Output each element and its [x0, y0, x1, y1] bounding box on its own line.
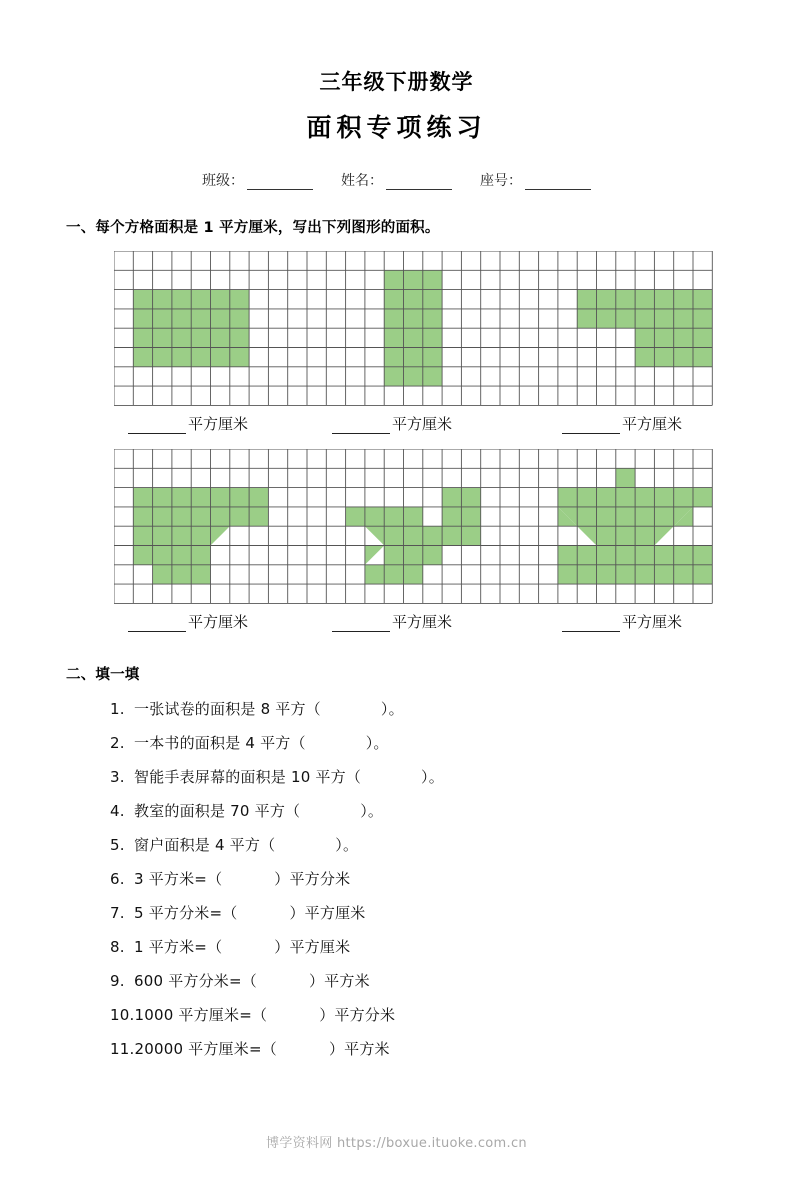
shape-cell [404, 328, 423, 347]
shape-cell [346, 507, 365, 526]
shape-cell [616, 309, 635, 328]
class-blank[interactable] [247, 175, 313, 190]
shape-cell [577, 546, 596, 565]
fill-in-blank-item [110, 834, 793, 855]
shape-cell [423, 367, 442, 386]
unit-label-3: 平方厘米 [622, 415, 683, 433]
shape-cell [133, 309, 152, 328]
grade-subject-line: 三年级下册数学 [319, 70, 474, 94]
answer-blank-6[interactable] [562, 611, 682, 632]
answer-line-3[interactable] [562, 420, 620, 434]
shape-cell [693, 546, 712, 565]
unit-label-1: 平方厘米 [188, 415, 249, 433]
shape-cell [133, 526, 152, 545]
item-text-before-blank: 20000 平方厘米=（ [134, 1040, 277, 1058]
shape-cell [635, 348, 654, 367]
shape-cell [654, 290, 673, 309]
item-text-after-blank: ）。 [360, 802, 384, 820]
answer-blank-2[interactable] [332, 413, 452, 434]
shape-cell [153, 507, 172, 526]
shape-cell [191, 309, 210, 328]
item-text-before-blank: 5 平方分米=（ [134, 904, 238, 922]
item-text-before-blank: 一张试卷的面积是 8 平方（ [134, 700, 321, 718]
shape-cell [616, 546, 635, 565]
item-number: 1. [110, 700, 125, 718]
shape-cell [211, 328, 230, 347]
name-field[interactable] [341, 170, 452, 190]
shape-cell [230, 488, 249, 507]
shape-cell [384, 546, 403, 565]
shape-cell [558, 488, 577, 507]
shape-cell [577, 309, 596, 328]
item-text-after-blank: ）平方分米 [319, 1006, 396, 1024]
shape-cell [384, 367, 403, 386]
shape-cell [172, 488, 191, 507]
item-text-before-blank: 1000 平方厘米=（ [134, 1006, 268, 1024]
shape-cell [211, 348, 230, 367]
answer-row-2 [114, 611, 712, 637]
shape-cell [384, 348, 403, 367]
shape-cell [635, 507, 654, 526]
shape-cell [693, 565, 712, 584]
item-text-after-blank: ）平方厘米 [289, 904, 366, 922]
answer-line-6[interactable] [562, 618, 620, 632]
shape-cell [674, 290, 693, 309]
item-number: 3. [110, 768, 125, 786]
shape-cell [423, 526, 442, 545]
fill-in-blank-item [110, 766, 793, 787]
grid-canvas-row-2 [114, 449, 713, 605]
shape-cell [365, 565, 384, 584]
shape-cell [404, 290, 423, 309]
item-number: 6. [110, 870, 125, 888]
seat-number-blank[interactable] [525, 175, 591, 190]
shape-cell [654, 507, 673, 526]
student-info-line [0, 170, 793, 190]
shape-cell [404, 546, 423, 565]
shape-cell [153, 348, 172, 367]
shape-cell [423, 348, 442, 367]
shape-cell [654, 348, 673, 367]
shape-cell [153, 328, 172, 347]
shape-triangle [577, 526, 596, 545]
unit-label-6: 平方厘米 [622, 613, 683, 631]
shape-cell [693, 328, 712, 347]
answer-line-1[interactable] [128, 420, 186, 434]
shape-cell [577, 565, 596, 584]
shape-cell [616, 468, 635, 487]
item-text-after-blank: ）平方厘米 [274, 938, 351, 956]
shape-cell [191, 348, 210, 367]
seat-number-label: 座号： [480, 173, 522, 189]
grid-canvas-row-1 [114, 251, 713, 407]
item-text-after-blank: ）平方分米 [274, 870, 351, 888]
item-text-after-blank: ）平方米 [308, 972, 370, 990]
item-text-before-blank: 1 平方米=（ [134, 938, 223, 956]
shape-cell [654, 328, 673, 347]
shape-cell [249, 488, 268, 507]
item-text-before-blank: 窗户面积是 4 平方（ [134, 836, 276, 854]
item-number: 8. [110, 938, 125, 956]
shape-cell [153, 546, 172, 565]
shape-cell [597, 309, 616, 328]
unit-label-5: 平方厘米 [392, 613, 453, 631]
shape-cell [674, 328, 693, 347]
shape-cell [172, 546, 191, 565]
shape-cell [384, 565, 403, 584]
shape-cell [461, 507, 480, 526]
shape-cell [133, 328, 152, 347]
shape-cell [404, 309, 423, 328]
shape-cell [133, 348, 152, 367]
shape-cell [191, 507, 210, 526]
fill-in-blank-list [110, 698, 793, 1059]
shape-cell [654, 565, 673, 584]
item-number: 2. [110, 734, 125, 752]
shape-cell [404, 367, 423, 386]
shape-cell [616, 526, 635, 545]
item-text-before-blank: 一本书的面积是 4 平方（ [134, 734, 306, 752]
shape-cell [635, 546, 654, 565]
shape-cell [616, 488, 635, 507]
shape-cell [172, 565, 191, 584]
shape-cell [211, 507, 230, 526]
shape-cell [191, 526, 210, 545]
shape-cell [191, 565, 210, 584]
answer-line-5[interactable] [332, 618, 390, 632]
item-text-after-blank: ）。 [380, 700, 404, 718]
answer-blank-4[interactable] [128, 611, 248, 632]
shape-cell [635, 526, 654, 545]
shape-cell [654, 309, 673, 328]
item-text-before-blank: 智能手表屏幕的面积是 10 平方（ [134, 768, 362, 786]
shape-cell [442, 488, 461, 507]
item-text-after-blank: ）。 [365, 734, 389, 752]
shape-cell [597, 488, 616, 507]
section-two-heading: 二、填一填 [66, 667, 140, 683]
shape-cell [211, 488, 230, 507]
item-text-before-blank: 教室的面积是 70 平方（ [134, 802, 301, 820]
shape-cell [693, 290, 712, 309]
shape-cell [461, 488, 480, 507]
shape-cell [693, 309, 712, 328]
fill-in-blank-item [110, 800, 793, 821]
section-one-heading: 一、每个方格面积是 1 平方厘米，写出下列图形的面积。 [66, 220, 440, 236]
shape-cell [558, 565, 577, 584]
shape-cell [211, 309, 230, 328]
shape-cell [577, 507, 596, 526]
shape-triangle [365, 546, 384, 565]
shape-cell [172, 348, 191, 367]
shape-cell [597, 565, 616, 584]
shape-cell [384, 328, 403, 347]
shape-cell [577, 290, 596, 309]
shape-cell [693, 488, 712, 507]
item-number: 10. [110, 1006, 135, 1024]
page-title: 面积专项练习 [306, 113, 487, 142]
shape-cell [384, 309, 403, 328]
shape-cell [133, 488, 152, 507]
shape-cell [674, 488, 693, 507]
answer-blank-3[interactable] [562, 413, 682, 434]
grid-row-1 [114, 251, 793, 407]
shape-cell [384, 270, 403, 289]
shape-cell [597, 526, 616, 545]
shape-cell [172, 328, 191, 347]
shape-cell [674, 348, 693, 367]
shape-cell [153, 290, 172, 309]
shape-cell [597, 290, 616, 309]
footer-watermark: 博学资料网 https://boxue.ituoke.com.cn [266, 1136, 527, 1151]
shape-cell [674, 565, 693, 584]
shape-cell [442, 526, 461, 545]
shape-cell [153, 526, 172, 545]
shape-cell [577, 488, 596, 507]
shape-cell [191, 328, 210, 347]
fill-in-blank-item [110, 1004, 793, 1025]
shape-cell [635, 488, 654, 507]
class-field[interactable] [202, 170, 313, 190]
shape-triangle [365, 526, 384, 545]
shape-cell [635, 309, 654, 328]
fill-in-blank-item [110, 698, 793, 719]
shape-cell [191, 488, 210, 507]
item-text-after-blank: ）。 [421, 768, 444, 786]
answer-line-4[interactable] [128, 618, 186, 632]
name-label: 姓名： [341, 173, 383, 189]
shape-cell [384, 526, 403, 545]
shape-cell [404, 526, 423, 545]
shape-cell [597, 507, 616, 526]
item-number: 5. [110, 836, 125, 854]
shape-cell [616, 507, 635, 526]
shape-cell [249, 507, 268, 526]
shape-cell [133, 546, 152, 565]
item-number: 4. [110, 802, 125, 820]
fill-in-blank-item [110, 1038, 793, 1059]
shape-cell [230, 348, 249, 367]
shape-cell [558, 546, 577, 565]
shape-cell [153, 488, 172, 507]
shape-cell [423, 290, 442, 309]
answer-blank-1[interactable] [128, 413, 248, 434]
item-number: 7. [110, 904, 125, 922]
shape-cell [211, 290, 230, 309]
shape-cell [654, 546, 673, 565]
worksheet-page [0, 66, 793, 1188]
shape-cell [230, 507, 249, 526]
fill-in-blank-item [110, 936, 793, 957]
shape-cell [172, 526, 191, 545]
fill-in-blank-item [110, 970, 793, 991]
shape-cell [230, 290, 249, 309]
shape-cell [674, 546, 693, 565]
shape-cell [404, 507, 423, 526]
answer-blank-5[interactable] [332, 611, 452, 632]
shape-cell [133, 507, 152, 526]
shape-cell [404, 565, 423, 584]
shape-cell [423, 309, 442, 328]
shape-cell [442, 507, 461, 526]
shape-cell [230, 328, 249, 347]
fill-in-blank-item [110, 902, 793, 923]
item-text-after-blank: ）。 [335, 836, 359, 854]
fill-in-blank-item [110, 732, 793, 753]
shape-cell [172, 290, 191, 309]
unit-label-2: 平方厘米 [392, 415, 453, 433]
name-blank[interactable] [386, 175, 452, 190]
item-text-before-blank: 600 平方分米=（ [134, 972, 257, 990]
shape-cell [172, 309, 191, 328]
shape-cell [674, 309, 693, 328]
item-text-before-blank: 3 平方米=（ [134, 870, 223, 888]
item-number: 11. [110, 1040, 135, 1058]
shape-cell [423, 270, 442, 289]
shape-cell [153, 309, 172, 328]
shape-cell [230, 309, 249, 328]
shape-cell [635, 328, 654, 347]
shape-cell [172, 507, 191, 526]
answer-row-1 [114, 413, 712, 439]
fill-in-blank-item [110, 868, 793, 889]
shape-cell [597, 546, 616, 565]
shape-cell [616, 290, 635, 309]
shape-cell [423, 328, 442, 347]
shape-cell [153, 565, 172, 584]
shape-cell [404, 270, 423, 289]
answer-line-2[interactable] [332, 420, 390, 434]
shape-triangle [654, 526, 673, 545]
shape-cell [191, 290, 210, 309]
shape-cell [133, 290, 152, 309]
seat-number-field[interactable] [480, 170, 591, 190]
shape-cell [404, 348, 423, 367]
shape-triangle [211, 526, 230, 545]
shape-cell [384, 507, 403, 526]
item-number: 9. [110, 972, 125, 990]
shape-cell [693, 348, 712, 367]
shape-cell [384, 290, 403, 309]
item-text-after-blank: ）平方米 [328, 1040, 390, 1058]
shape-cell [635, 290, 654, 309]
shape-cell [461, 526, 480, 545]
shape-cell [365, 507, 384, 526]
shape-cell [635, 565, 654, 584]
unit-label-4: 平方厘米 [188, 613, 249, 631]
class-label: 班级： [202, 173, 244, 189]
grid-row-2 [114, 449, 793, 605]
shape-cell [654, 488, 673, 507]
shape-cell [616, 565, 635, 584]
